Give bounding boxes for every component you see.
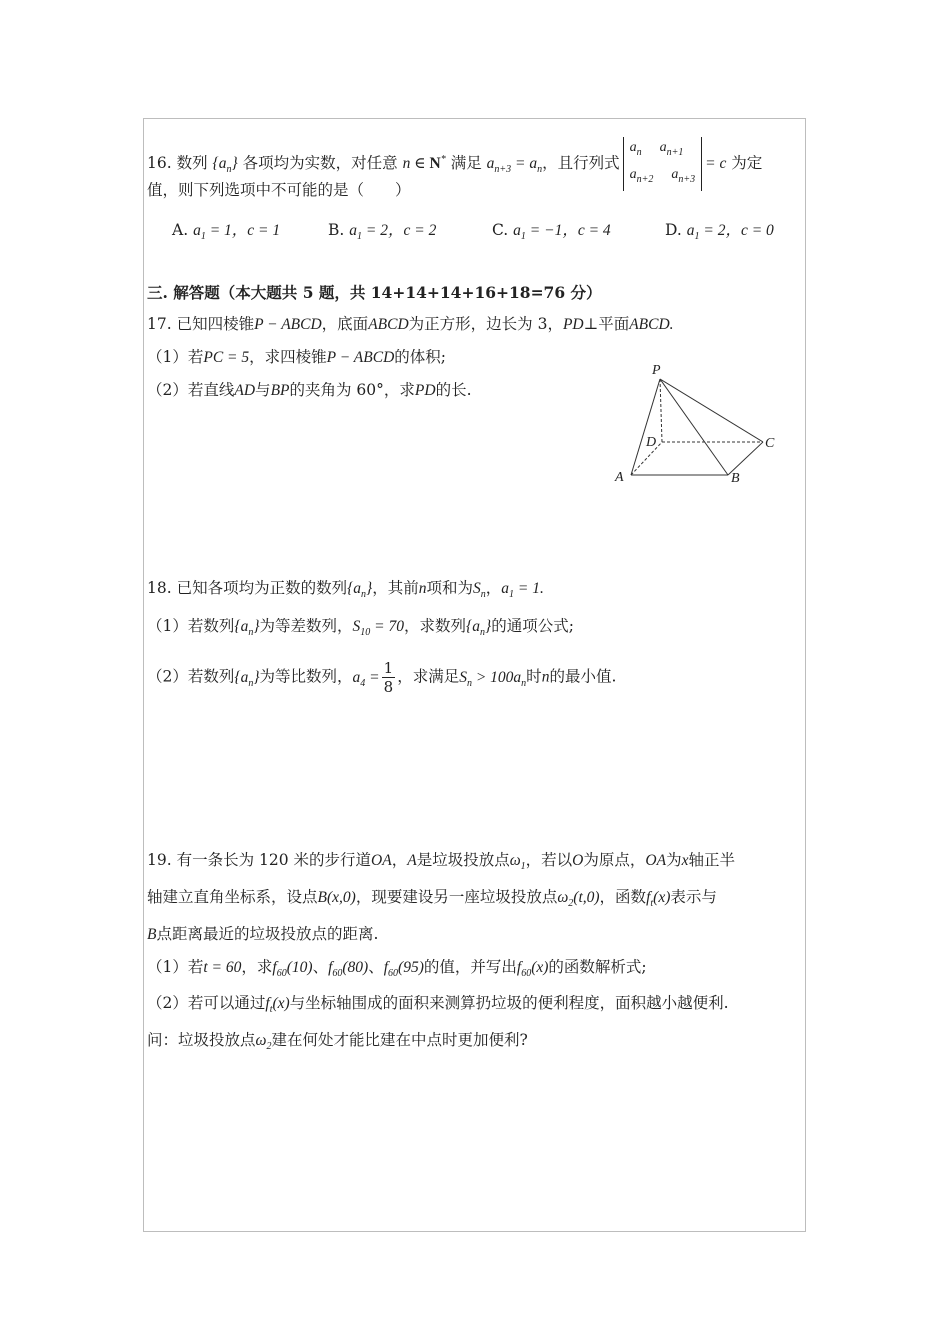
q19-part2: （2）若可以通过$f_t(x)$与坐标轴围成的面积来测算扔垃圾的便利程度，面积越小越便利. [147,994,729,1016]
edge-PD [660,379,662,442]
q16-line2: 值，则下列选项中不可能的是（ ） [147,181,411,199]
pyramid-figure [610,360,790,490]
q17-part2: （2）若直线AD与BP的夹角为 60°，求PD的长. [147,381,472,399]
q18-line1: 18. 已知各项均为正数的数列$\{a_n\}$，其前n项和为$S_n$，$a_1 = 1$. [147,579,544,601]
section-heading: 三. 解答题（本大题共 5 题，共 14+14+14+16+18=76 分） [147,283,602,302]
label-A: A [615,470,624,485]
determinant: $a_n$ $a_{n+1}$ $a_{n+2}$ $a_{n+3}$ [623,137,703,191]
q18-part2: （2）若数列$\{a_n\}$为等比数列，$a_4$ = $\frac{1}{8}$ ，求满足$S_n > 100a_n$时n的最小值. [147,659,617,696]
edge-PC [660,379,763,442]
label-P: P [652,363,661,378]
q17-part1: （1）若PC = 5，求四棱锥P − ABCD的体积; [147,348,446,366]
q19-line2: 轴建立直角坐标系，设点B(x,0)，现要建设另一座垃圾投放点$\omega_2(t,0)$，函数$f_t(x)$表示与 [147,888,717,910]
edge-PB [660,379,728,475]
q16-option-c: C. $a_1 = -1$，c = 4 [492,221,611,243]
q16-option-a: A. $a_1 = 1$，c = 1 [172,221,281,243]
q16-line1: 16. 数列 $\{a_n\}$ 各项均为实数，对任意 n ∈ N* 满足 $a_{n+3} = a_n$，且行列式 $a_n$ $a_{n+1}$ $a_{n+2}$ $a_{n+3}$ = c 为定 [147,137,762,191]
q19-part1: （1）若t = 60，求$f_{60}(10)$、$f_{60}(80)$、$f_{60}(95)$的值，并写出$f_{60}(x)$的函数解析式; [147,958,647,980]
q18-part1: （1）若数列$\{a_n\}$为等差数列，$S_{10} = 70$，求数列$\{a_n\}$的通项公式; [147,617,574,639]
edge-PA [631,379,660,475]
q17-line1: 17. 已知四棱锥P − ABCD，底面ABCD为正方形，边长为 3，PD⊥平面ABCD. [147,315,674,333]
q16-option-d: D. $a_1 = 2$，c = 0 [665,221,774,243]
q16-option-b: B. $a_1 = 2$，c = 2 [328,221,437,243]
q19-line3: B点距离最近的垃圾投放点的距离. [147,925,379,943]
q19-part3: 问：垃圾投放点$\omega_2$建在何处才能比建在中点时更加便利? [147,1031,528,1053]
q19-line1: 19. 有一条长为 120 米的步行道OA，A是垃圾投放点$\omega_1$，若以O为原点，OA为x轴正半 [147,851,735,873]
label-B: B [731,471,740,486]
label-C: C [765,436,775,451]
label-D: D [646,435,657,450]
